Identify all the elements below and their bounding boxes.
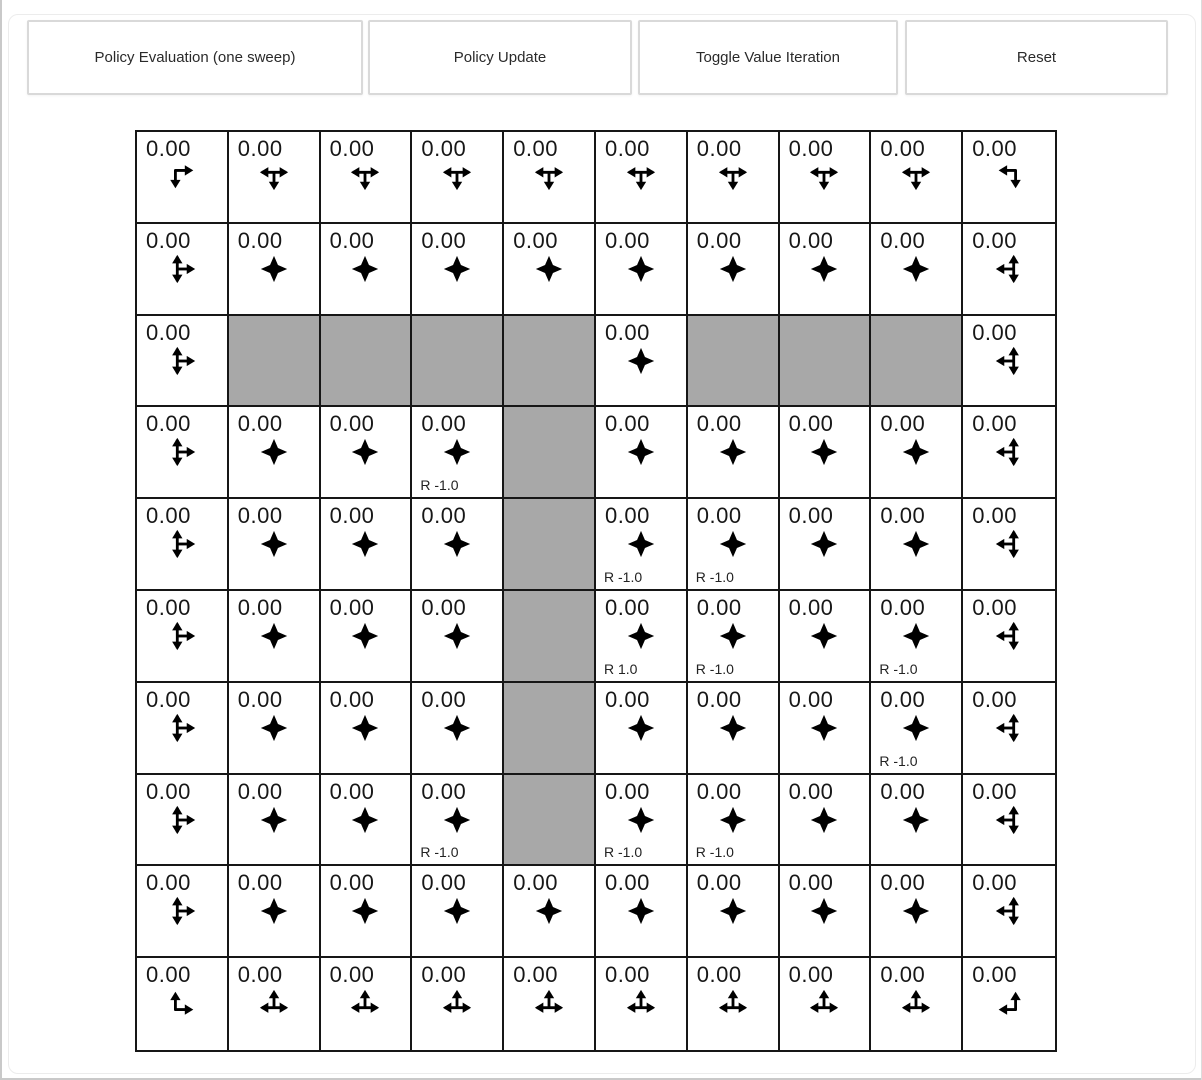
policy-arrows-icon: [717, 436, 749, 468]
cell-value: 0.00: [605, 962, 650, 988]
cell-value: 0.00: [880, 686, 926, 712]
grid-cell[interactable]: [229, 866, 321, 958]
grid-cell[interactable]: [229, 132, 321, 224]
policy-arrows-icon: [625, 345, 657, 377]
grid-cell[interactable]: [412, 132, 504, 224]
cell-value: 0.00: [237, 778, 283, 804]
policy-arrows-icon: [808, 804, 840, 836]
grid-cell[interactable]: [137, 683, 229, 775]
cell-value: 0.00: [788, 778, 834, 804]
grid-cell[interactable]: [596, 407, 688, 499]
cell-value: 0.00: [605, 503, 650, 529]
grid-cell[interactable]: [229, 775, 321, 867]
grid-cell[interactable]: [229, 591, 321, 683]
grid-cell[interactable]: [963, 499, 1055, 591]
grid-cell[interactable]: [688, 499, 780, 591]
policy-arrows-icon: [166, 895, 198, 927]
grid-cell[interactable]: [137, 407, 229, 499]
policy-arrows-icon: [441, 620, 473, 652]
cell-value: 0.00: [329, 136, 375, 161]
grid-cell[interactable]: [780, 407, 872, 499]
cell-value: 0.00: [696, 686, 742, 712]
policy-arrows-icon: [349, 620, 381, 652]
cell-value: 0.00: [329, 227, 375, 253]
policy-arrows-icon: [166, 253, 198, 285]
policy-arrows-icon: [349, 436, 381, 468]
policy-update-button[interactable]: Policy Update: [368, 20, 632, 95]
policy-arrows-icon: [258, 987, 290, 1019]
cell-value: 0.00: [605, 686, 650, 712]
grid-cell[interactable]: [137, 499, 229, 591]
grid-cell[interactable]: [963, 683, 1055, 775]
grid-cell[interactable]: [137, 316, 229, 408]
wall-cell: [504, 316, 596, 408]
policy-arrows-icon: [258, 712, 290, 744]
grid-cell[interactable]: [688, 866, 780, 958]
grid-cell[interactable]: [688, 132, 780, 224]
policy-arrows-icon: [900, 895, 932, 927]
grid-cell[interactable]: [963, 866, 1055, 958]
grid-cell[interactable]: [229, 224, 321, 316]
cell-value: 0.00: [972, 503, 1018, 529]
grid-cell[interactable]: [780, 499, 872, 591]
cell-value: 0.00: [605, 595, 650, 620]
grid-cell[interactable]: [321, 591, 413, 683]
cell-value: 0.00: [237, 411, 283, 437]
grid-cell[interactable]: [871, 775, 963, 867]
policy-arrows-icon: [441, 987, 473, 1019]
grid-cell[interactable]: [321, 958, 413, 1050]
grid-cell[interactable]: [596, 683, 688, 775]
policy-arrows-icon: [166, 620, 198, 652]
grid-cell[interactable]: [412, 407, 504, 499]
policy-arrows-icon: [166, 436, 198, 468]
grid-cell[interactable]: [780, 591, 872, 683]
cell-value: 0.00: [146, 962, 191, 988]
grid-cell[interactable]: [596, 316, 688, 408]
cell-value: 0.00: [788, 503, 834, 529]
policy-arrows-icon: [900, 528, 932, 560]
grid-cell[interactable]: [871, 958, 963, 1050]
cell-value: 0.00: [696, 595, 742, 620]
grid-cell[interactable]: [780, 224, 872, 316]
cell-value: 0.00: [421, 870, 467, 896]
cell-value: 0.00: [237, 503, 283, 529]
cell-value: 0.00: [696, 227, 742, 253]
cell-value: 0.00: [880, 503, 926, 529]
cell-reward: R -1.0: [420, 844, 459, 861]
grid-cell[interactable]: [780, 775, 872, 867]
cell-value: 0.00: [788, 136, 834, 161]
cell-reward: R -1.0: [879, 660, 918, 677]
policy-arrows-icon: [625, 712, 657, 744]
cell-value: 0.00: [421, 778, 467, 804]
gridworld-board: [135, 130, 1057, 1052]
policy-arrows-icon: [441, 253, 473, 285]
grid-cell[interactable]: [321, 775, 413, 867]
policy-arrows-icon: [349, 987, 381, 1019]
policy-arrows-icon: [349, 528, 381, 560]
grid-cell[interactable]: [137, 224, 229, 316]
wall-cell: [504, 775, 596, 867]
cell-value: 0.00: [146, 778, 191, 804]
cell-value: 0.00: [788, 686, 834, 712]
cell-value: 0.00: [237, 870, 283, 896]
policy-arrows-icon: [349, 804, 381, 836]
cell-value: 0.00: [972, 227, 1018, 253]
policy-arrows-icon: [533, 253, 565, 285]
grid-cell[interactable]: [963, 407, 1055, 499]
grid-cell[interactable]: [688, 224, 780, 316]
policy-arrows-icon: [349, 161, 381, 193]
cell-value: 0.00: [146, 503, 191, 529]
cell-reward: R -1.0: [420, 477, 459, 494]
grid-cell[interactable]: [229, 958, 321, 1050]
cell-value: 0.00: [605, 870, 650, 896]
grid-cell[interactable]: [688, 683, 780, 775]
wall-cell: [504, 683, 596, 775]
cell-reward: R -1.0: [695, 569, 734, 585]
grid-cell[interactable]: [412, 499, 504, 591]
grid-cell[interactable]: [412, 224, 504, 316]
cell-value: 0.00: [972, 962, 1018, 988]
grid-cell[interactable]: [871, 224, 963, 316]
cell-value: 0.00: [880, 136, 926, 161]
cell-value: 0.00: [605, 411, 650, 437]
cell-value: 0.00: [329, 962, 375, 988]
cell-value: 0.00: [329, 870, 375, 896]
policy-arrows-icon: [993, 253, 1025, 285]
grid-cell[interactable]: [137, 591, 229, 683]
policy-arrows-icon: [625, 161, 657, 193]
cell-value: 0.00: [513, 870, 559, 896]
cell-value: 0.00: [329, 595, 375, 620]
policy-arrows-icon: [993, 895, 1025, 927]
policy-arrows-icon: [441, 161, 473, 193]
policy-arrows-icon: [808, 528, 840, 560]
grid-cell[interactable]: [871, 866, 963, 958]
cell-reward: R -1.0: [604, 844, 643, 861]
wall-cell: [504, 407, 596, 499]
grid-cell[interactable]: [412, 866, 504, 958]
cell-value: 0.00: [788, 595, 834, 620]
policy-arrows-icon: [349, 712, 381, 744]
grid-cell[interactable]: [596, 958, 688, 1050]
policy-arrows-icon: [625, 620, 657, 652]
grid-cell[interactable]: [688, 407, 780, 499]
policy-arrows-icon: [533, 161, 565, 193]
policy-arrows-icon: [441, 895, 473, 927]
policy-evaluation-button[interactable]: Policy Evaluation (one sweep): [27, 20, 363, 95]
cell-value: 0.00: [421, 411, 467, 437]
grid-cell[interactable]: [871, 683, 963, 775]
grid-cell[interactable]: [596, 499, 688, 591]
policy-arrows-icon: [717, 895, 749, 927]
grid-cell[interactable]: [321, 683, 413, 775]
policy-arrows-icon: [533, 895, 565, 927]
grid-cell[interactable]: [412, 683, 504, 775]
grid-cell[interactable]: [229, 407, 321, 499]
policy-arrows-icon: [993, 436, 1025, 468]
grid-cell[interactable]: [871, 591, 963, 683]
policy-arrows-icon: [808, 895, 840, 927]
policy-arrows-icon: [808, 620, 840, 652]
policy-arrows-icon: [441, 712, 473, 744]
cell-value: 0.00: [972, 136, 1018, 161]
cell-value: 0.00: [146, 411, 191, 437]
cell-value: 0.00: [788, 870, 834, 896]
policy-arrows-icon: [349, 253, 381, 285]
cell-value: 0.00: [880, 778, 926, 804]
grid-cell[interactable]: [688, 591, 780, 683]
cell-value: 0.00: [696, 503, 742, 529]
policy-arrows-icon: [258, 895, 290, 927]
policy-arrows-icon: [808, 161, 840, 193]
policy-arrows-icon: [993, 987, 1025, 1019]
cell-value: 0.00: [696, 136, 742, 161]
policy-arrows-icon: [717, 528, 749, 560]
cell-value: 0.00: [146, 595, 191, 620]
policy-arrows-icon: [625, 895, 657, 927]
cell-value: 0.00: [146, 227, 191, 253]
cell-reward: R -1.0: [879, 752, 918, 769]
grid-cell[interactable]: [596, 132, 688, 224]
wall-cell: [688, 316, 780, 408]
policy-arrows-icon: [625, 528, 657, 560]
grid-cell[interactable]: [780, 132, 872, 224]
grid-cell[interactable]: [871, 407, 963, 499]
grid-cell[interactable]: [229, 683, 321, 775]
grid-cell[interactable]: [504, 958, 596, 1050]
reset-button[interactable]: Reset: [905, 20, 1168, 95]
wall-cell: [321, 316, 413, 408]
cell-value: 0.00: [329, 503, 375, 529]
policy-arrows-icon: [900, 253, 932, 285]
policy-arrows-icon: [717, 804, 749, 836]
cell-value: 0.00: [696, 870, 742, 896]
wall-cell: [871, 316, 963, 408]
cell-value: 0.00: [788, 411, 834, 437]
policy-arrows-icon: [625, 804, 657, 836]
policy-arrows-icon: [533, 987, 565, 1019]
policy-arrows-icon: [717, 253, 749, 285]
cell-value: 0.00: [696, 962, 742, 988]
policy-arrows-icon: [717, 712, 749, 744]
grid-cell[interactable]: [504, 132, 596, 224]
grid-cell[interactable]: [137, 866, 229, 958]
toggle-value-iteration-button[interactable]: Toggle Value Iteration: [638, 20, 898, 95]
grid-cell[interactable]: [321, 499, 413, 591]
cell-value: 0.00: [972, 319, 1018, 345]
policy-arrows-icon: [993, 620, 1025, 652]
cell-value: 0.00: [513, 962, 559, 988]
cell-value: 0.00: [421, 136, 467, 161]
cell-value: 0.00: [696, 411, 742, 437]
window-edge-left: [0, 0, 2, 1080]
grid-cell[interactable]: [780, 866, 872, 958]
policy-arrows-icon: [900, 987, 932, 1019]
grid-cell[interactable]: [229, 499, 321, 591]
grid-cell[interactable]: [963, 316, 1055, 408]
policy-arrows-icon: [808, 436, 840, 468]
cell-value: 0.00: [237, 227, 283, 253]
policy-arrows-icon: [441, 528, 473, 560]
cell-value: 0.00: [329, 778, 375, 804]
cell-value: 0.00: [146, 319, 191, 345]
cell-value: 0.00: [421, 686, 467, 712]
grid-cell[interactable]: [780, 958, 872, 1050]
grid-cell[interactable]: [596, 775, 688, 867]
grid-cell[interactable]: [963, 775, 1055, 867]
cell-value: 0.00: [972, 411, 1018, 437]
cell-value: 0.00: [788, 962, 834, 988]
grid-cell[interactable]: [596, 591, 688, 683]
grid-cell[interactable]: [504, 866, 596, 958]
wall-cell: [412, 316, 504, 408]
grid-cell[interactable]: [321, 132, 413, 224]
cell-value: 0.00: [237, 962, 283, 988]
cell-value: 0.00: [696, 778, 742, 804]
cell-value: 0.00: [880, 595, 926, 620]
policy-arrows-icon: [625, 253, 657, 285]
policy-arrows-icon: [258, 253, 290, 285]
cell-value: 0.00: [146, 136, 191, 161]
grid-cell[interactable]: [963, 958, 1055, 1050]
cell-value: 0.00: [329, 411, 375, 437]
cell-value: 0.00: [146, 870, 191, 896]
policy-arrows-icon: [258, 620, 290, 652]
cell-value: 0.00: [513, 136, 559, 161]
cell-value: 0.00: [605, 136, 650, 161]
grid-cell[interactable]: [321, 866, 413, 958]
policy-arrows-icon: [441, 804, 473, 836]
policy-arrows-icon: [258, 804, 290, 836]
wall-cell: [229, 316, 321, 408]
policy-arrows-icon: [993, 712, 1025, 744]
cell-value: 0.00: [146, 686, 191, 712]
cell-value: 0.00: [880, 411, 926, 437]
cell-value: 0.00: [513, 227, 559, 253]
cell-value: 0.00: [972, 686, 1018, 712]
grid-cell[interactable]: [412, 591, 504, 683]
cell-value: 0.00: [237, 595, 283, 620]
cell-value: 0.00: [421, 595, 467, 620]
grid-cell[interactable]: [871, 499, 963, 591]
grid-cell[interactable]: [321, 224, 413, 316]
cell-value: 0.00: [605, 227, 650, 253]
policy-arrows-icon: [717, 987, 749, 1019]
grid-cell[interactable]: [596, 224, 688, 316]
policy-arrows-icon: [900, 804, 932, 836]
cell-reward: R 1.0: [604, 660, 638, 677]
grid-cell[interactable]: [688, 775, 780, 867]
policy-arrows-icon: [258, 528, 290, 560]
grid-cell[interactable]: [412, 775, 504, 867]
policy-arrows-icon: [625, 436, 657, 468]
cell-value: 0.00: [788, 227, 834, 253]
policy-arrows-icon: [166, 987, 198, 1019]
policy-arrows-icon: [993, 804, 1025, 836]
policy-arrows-icon: [625, 987, 657, 1019]
cell-reward: R -1.0: [604, 569, 643, 585]
cell-value: 0.00: [237, 136, 283, 161]
grid-cell[interactable]: [963, 224, 1055, 316]
cell-value: 0.00: [237, 686, 283, 712]
policy-arrows-icon: [900, 436, 932, 468]
grid-cell[interactable]: [963, 132, 1055, 224]
policy-arrows-icon: [717, 161, 749, 193]
cell-value: 0.00: [972, 595, 1018, 620]
cell-value: 0.00: [972, 870, 1018, 896]
policy-arrows-icon: [808, 987, 840, 1019]
policy-arrows-icon: [808, 253, 840, 285]
cell-value: 0.00: [605, 319, 650, 345]
cell-value: 0.00: [329, 686, 375, 712]
wall-cell: [504, 499, 596, 591]
policy-arrows-icon: [900, 620, 932, 652]
policy-arrows-icon: [993, 528, 1025, 560]
cell-value: 0.00: [605, 778, 650, 804]
grid-cell[interactable]: [412, 958, 504, 1050]
grid-cell[interactable]: [871, 132, 963, 224]
grid-cell[interactable]: [137, 958, 229, 1050]
cell-value: 0.00: [880, 870, 926, 896]
policy-arrows-icon: [900, 161, 932, 193]
cell-value: 0.00: [421, 227, 467, 253]
grid-cell[interactable]: [137, 775, 229, 867]
grid-cell[interactable]: [688, 958, 780, 1050]
wall-cell: [780, 316, 872, 408]
cell-value: 0.00: [880, 227, 926, 253]
policy-arrows-icon: [349, 895, 381, 927]
cell-value: 0.00: [421, 503, 467, 529]
policy-arrows-icon: [166, 528, 198, 560]
grid-cell[interactable]: [504, 224, 596, 316]
policy-arrows-icon: [166, 712, 198, 744]
policy-arrows-icon: [258, 161, 290, 193]
wall-cell: [504, 591, 596, 683]
policy-arrows-icon: [441, 436, 473, 468]
policy-arrows-icon: [993, 345, 1025, 377]
cell-reward: R -1.0: [695, 660, 734, 677]
grid-cell[interactable]: [780, 683, 872, 775]
policy-arrows-icon: [166, 161, 198, 193]
policy-arrows-icon: [166, 804, 198, 836]
policy-arrows-icon: [258, 436, 290, 468]
policy-arrows-icon: [900, 712, 932, 744]
policy-arrows-icon: [166, 345, 198, 377]
grid-cell[interactable]: [321, 407, 413, 499]
grid-cell[interactable]: [137, 132, 229, 224]
cell-value: 0.00: [972, 778, 1018, 804]
cell-value: 0.00: [880, 962, 926, 988]
grid-cell[interactable]: [963, 591, 1055, 683]
policy-arrows-icon: [717, 620, 749, 652]
policy-arrows-icon: [993, 161, 1025, 193]
cell-value: 0.00: [421, 962, 467, 988]
grid-cell[interactable]: [596, 866, 688, 958]
cell-reward: R -1.0: [695, 844, 734, 861]
policy-arrows-icon: [808, 712, 840, 744]
